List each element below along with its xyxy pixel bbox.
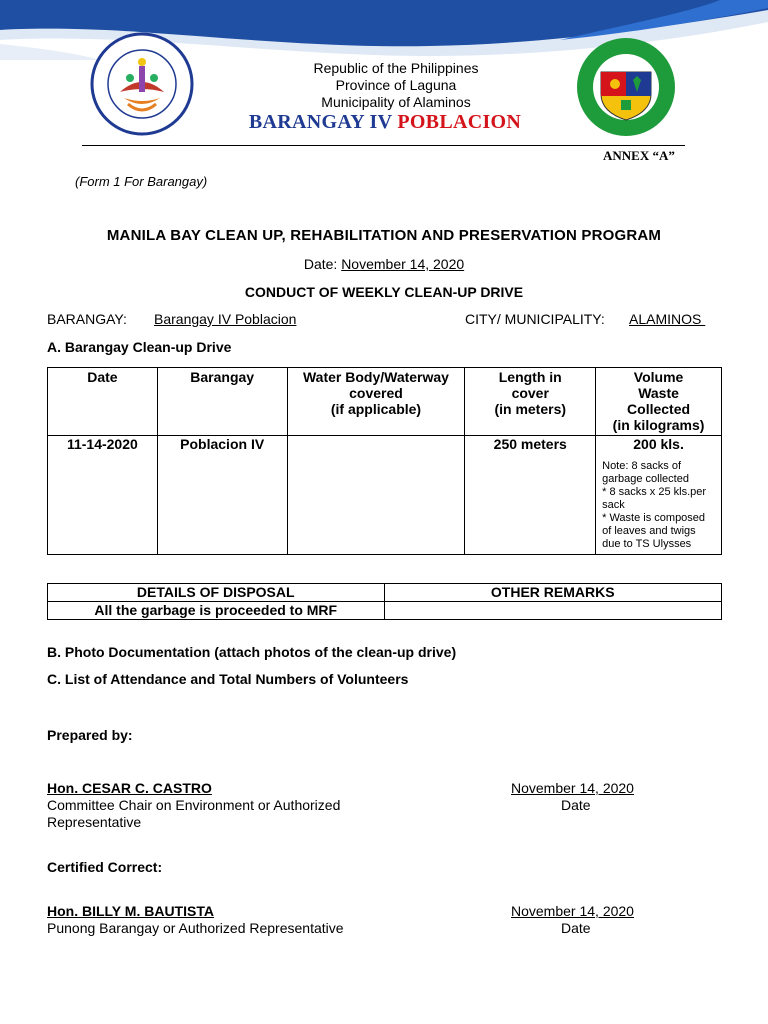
city-label: CITY/ MUNICIPALITY: (465, 311, 605, 327)
municipality-seal-logo (575, 36, 677, 138)
cell-date: 11-14-2020 (48, 436, 158, 555)
volume-value: 200 kls. (633, 436, 684, 452)
preparer-date: November 14, 2020 (511, 780, 634, 796)
cell-barangay: Poblacion IV (157, 436, 287, 555)
header-other-remarks: OTHER REMARKS (384, 584, 722, 602)
preparer-role: Committee Chair on Environment or Authorized Representative (47, 797, 341, 830)
prepared-by-label: Prepared by: (47, 727, 133, 743)
program-title: MANILA BAY CLEAN UP, REHABILITATION AND PRESERVATION PROGRAM (106, 227, 662, 244)
preparer-date-label: Date (561, 797, 591, 813)
header-province: Province of Laguna (335, 77, 457, 93)
cell-water-body (287, 436, 465, 555)
header-republic: Republic of the Philippines (313, 60, 479, 76)
cell-other-remarks (384, 602, 722, 620)
section-a-heading: A. Barangay Clean-up Drive (47, 339, 232, 355)
cell-volume (596, 436, 722, 555)
certified-correct-label: Certified Correct: (47, 859, 163, 875)
certifier-name: Hon. BILLY M. BAUTISTA (47, 903, 214, 919)
barangay-title (200, 111, 570, 134)
header-divider (82, 145, 685, 146)
conduct-title: CONDUCT OF WEEKLY CLEAN-UP DRIVE (244, 284, 524, 300)
disposal-header-row (48, 584, 722, 602)
header-volume: Volume Waste Collected (in kilograms) (596, 368, 722, 436)
header-date: Date (48, 368, 158, 436)
cleanup-table (47, 367, 722, 555)
city-value: ALAMINOS (629, 311, 706, 327)
barangay-seal-logo (90, 32, 194, 136)
form-label: (Form 1 For Barangay) (75, 174, 208, 189)
cell-length: 250 meters (465, 436, 596, 555)
header-length: Length in cover (in meters) (465, 368, 596, 436)
table-row (48, 436, 722, 555)
header-water-body: Water Body/Waterway covered (if applicable) (287, 368, 465, 436)
header-barangay: Barangay (157, 368, 287, 436)
volume-note: Note: 8 sacks of garbage collected * 8 sacks x 25 kls.per sack * Waste is composed of leaves and twigs due to TS Ulysses (602, 460, 707, 550)
disposal-table (47, 583, 722, 620)
date-label: Date: (303, 256, 342, 272)
barangay-title-main: BARANGAY IV (248, 111, 398, 133)
document-date (0, 256, 768, 272)
table-row (48, 602, 722, 620)
date-value: November 14, 2020 (341, 256, 465, 272)
barangay-value: Barangay IV Poblacion (154, 311, 297, 327)
barangay-title-accent: POBLACION (397, 111, 522, 133)
certifier-role: Punong Barangay or Authorized Representative (47, 920, 344, 936)
certifier-date-label: Date (561, 920, 591, 936)
preparer-name: Hon. CESAR C. CASTRO (47, 780, 212, 796)
certifier-date: November 14, 2020 (511, 903, 634, 919)
section-b-heading: B. Photo Documentation (attach photos of the clean-up drive) (47, 644, 457, 660)
barangay-label: BARANGAY: (47, 311, 127, 327)
header-details-of-disposal: DETAILS OF DISPOSAL (48, 584, 385, 602)
cell-disposal-details: All the garbage is proceeded to MRF (48, 602, 385, 620)
section-c-heading: C. List of Attendance and Total Numbers of Volunteers (47, 671, 409, 687)
cleanup-table-header-row (48, 368, 722, 436)
header-municipality: Municipality of Alaminos (321, 94, 471, 110)
annex-label: ANNEX “A” (603, 148, 675, 163)
